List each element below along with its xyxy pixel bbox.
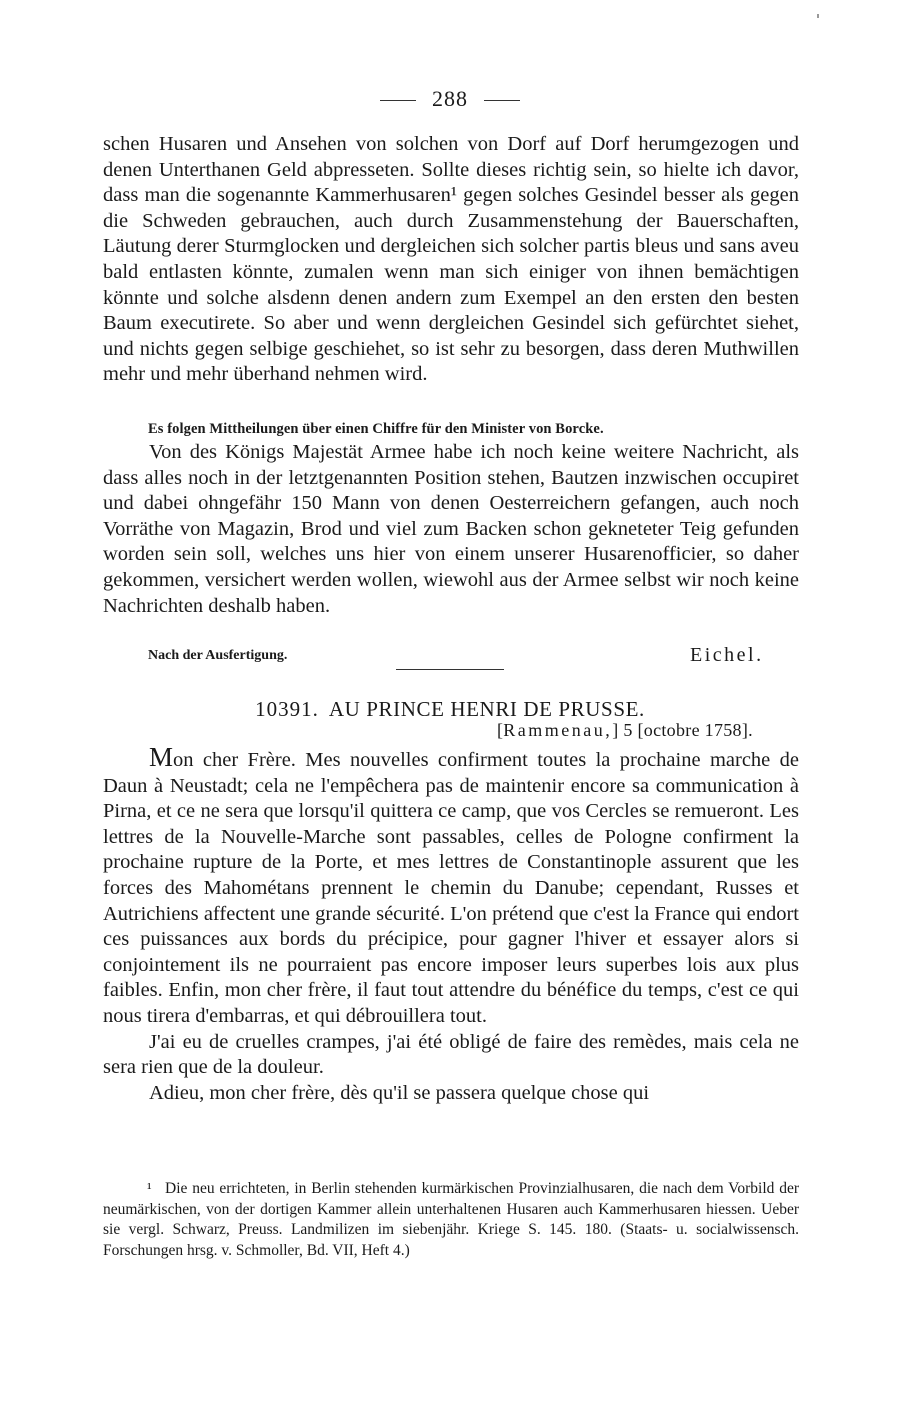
footnote-text: Die neu errichteten, in Berlin stehenden kurmärkischen Provinzialhusaren, die nach dem Vorbild der neumärkischen, von der dortigen Kammer allein unterhaltenen Husaren auch Kammerhusaren hiessen. Ueber sie vergl. Schwarz, Preuss. Landmilizen im siebenjähr. Kriege S. 145. 180. (Staats- u. socialwissensch. Forschungen hrsg. v. Schmoller, Bd. VII, Heft 4.)	[103, 1180, 799, 1259]
paragraph: Adieu, mon cher frère, dès qu'il se passera quelque chose qui	[149, 1081, 650, 1104]
letter-heading	[0, 697, 900, 722]
german-report-text	[103, 132, 799, 388]
letter-place: Rammenau,	[503, 720, 613, 740]
german-report-continuation	[103, 440, 799, 619]
section-divider	[396, 669, 504, 670]
letter-body	[103, 742, 799, 1106]
header-rule-right	[484, 100, 520, 101]
paragraph: Von des Königs Majestät Armee habe ich noch keine weitere Nachricht, als dass alles noch in der letztgenannten Position stehen, Bautzen inzwischen occupiret und dabei ohngefähr 150 Mann von denen Oesterreichern gefangen, auch noch Vorräthe von Magazin, Brod und viel zum Backen schon gekneteter Teig gefunden worden sein soll, welches uns hier von einem unserer Husarenofficier, so daher gekommen, versichert werden wollen, wiewohl aus der Armee selbst wir noch keine Nachrichten deshalb haben.	[103, 441, 799, 617]
footnote-mark: ¹	[147, 1180, 152, 1197]
letter-addressee: AU PRINCE HENRI DE PRUSSE.	[328, 697, 645, 721]
source-note: Nach der Ausfertigung.	[148, 648, 288, 663]
paragraph: schen Husaren und Ansehen von solchen von Dorf auf Dorf herumgezogen und denen Unterthanen Geld abpresseten. Sollte dieses richtig sein, so hielte ich davor, dass man die sogenannte Kammerhusaren¹ gegen solches Gesindel besser als gegen die Schweden gebrauchen, auch durch Zusammenstehung der Bauerschaften, Läutung derer Sturmglocken und dergleichen sich solcher partis bleus und sans aveu bald entlasten könnte, zumalen wenn man sich einiger von ihnen bemächtigen könnte und solche alsdenn denen andern zum Exempel an den ersten den besten Baum executirete. So aber und wenn dergleichen Gesindel sich gefürchtet siehet, und nichts gegen selbige geschiehet, so ist sehr zu besorgen, dass deren Muthwillen mehr und mehr überhand nehmen wird.	[103, 133, 799, 386]
footnote	[103, 1179, 799, 1261]
signature: Eichel.	[690, 644, 764, 666]
scan-speck	[817, 14, 819, 18]
paragraph: J'ai eu de cruelles crampes, j'ai été obligé de faire des remèdes, mais cela ne sera rien que de la douleur.	[103, 1030, 799, 1079]
letter-dateline: [Rammenau,] 5 [octobre 1758].	[497, 720, 753, 740]
letter-date: 5 [octobre 1758].	[623, 720, 753, 740]
page-number: 288	[432, 86, 468, 111]
paragraph-text: on cher Frère. Mes nouvelles confirment toutes la prochaine marche de Daun à Neustadt; cela ne l'empêchera pas de maintenir encore sa communication à Pirna, et ce ne sera que lorsqu'il quittera ce camp, que vos Cercles se remueront. Les lettres de la Nouvelle-Marche sont passables, celles de Pologne confirment la prochaine rupture de la Porte, et mes lettres de Constantinople assurent que les forces des Mahométans prennent le chemin du Danube; cependant, Russes et Autrichiens affectent une grande sécurité. L'on prétend que c'est la France qui endort ces puissances aux bords du précipice, pour gagner l'hiver et essayer alors si conjointement ils ne pourraient pas encore imposer leurs superbes lois aux plus faibles. Enfin, mon cher frère, il faut tout attendre du bénéfice du temps, c'est ce qui nous tirera d'embarras, et qui débrouillera tout.	[103, 749, 799, 1027]
editor-note: Es folgen Mittheilungen über einen Chiffre für den Minister von Borcke.	[148, 421, 604, 437]
letter-number: 10391.	[255, 697, 319, 721]
header-rule-left	[380, 100, 416, 101]
page-header	[0, 86, 900, 112]
initial-letter: M	[149, 742, 174, 772]
paragraph	[103, 742, 799, 1030]
